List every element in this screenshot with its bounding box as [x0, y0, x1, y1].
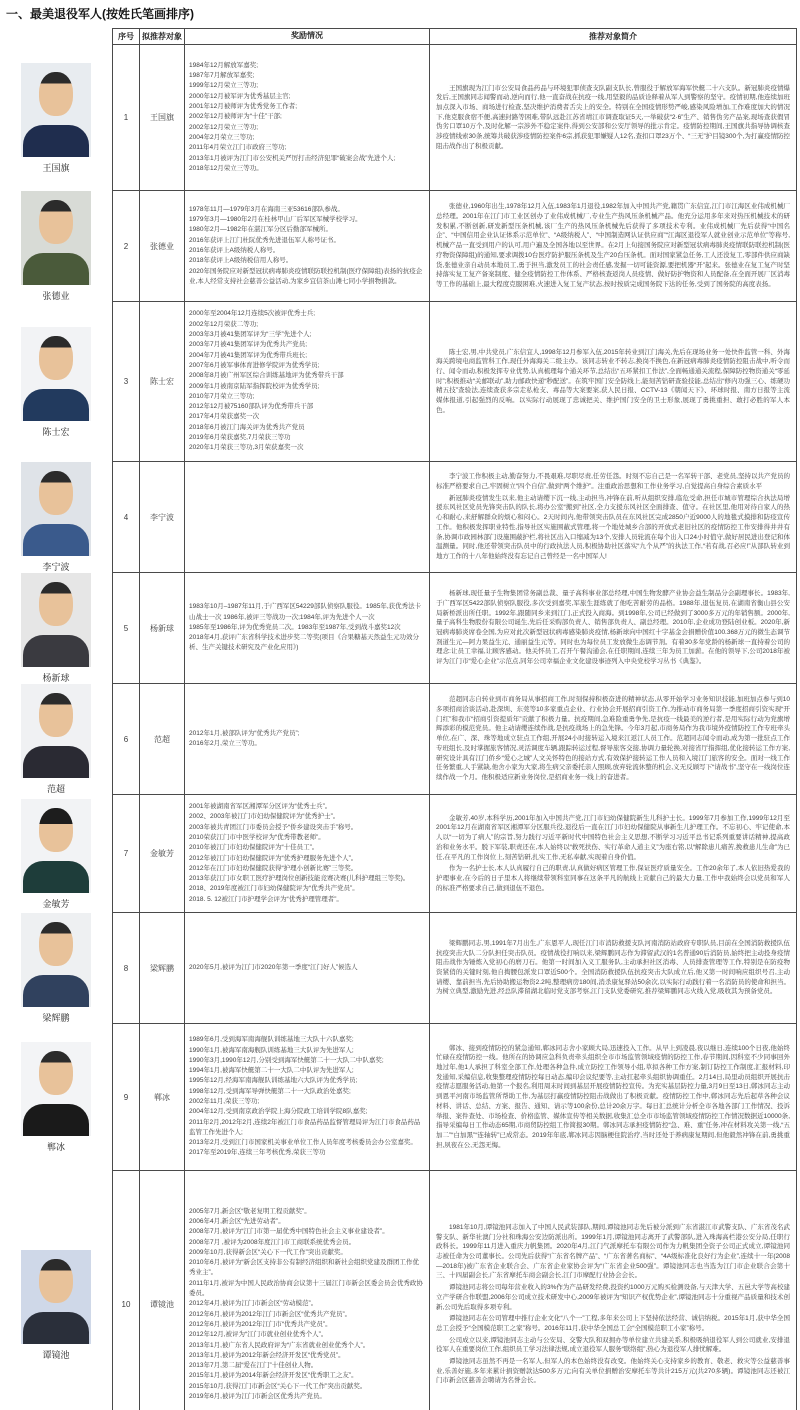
photo-caption: 金敏芳 [42, 898, 70, 909]
award-line: 1980年2月—1982年在湛江军分区后勤部军械所。 [189, 226, 333, 234]
award-line: 2018年4月,获评广东省科学技术进步奖二等奖(项目《合果糖基天然益生元功效分析、生产关键技术研究及产业化应用》) [189, 634, 420, 652]
photo-torso [23, 635, 89, 667]
intro-cell [430, 462, 797, 573]
intro-paragraph: 金敏芳,40岁,本科学历,2001年加入中国共产党,江门市妇幼保健院新生儿科护士长。1999年7月参加工作,1999年12月至2001年12月在湖南省军区湘潭军分区服兵役,退役后一直在江门市妇幼保健院从事新生儿护理工作。不忘初心、牢记使命,本人以“一切为了病人”的宗旨,努力践行习近平新时代中国特色社会主义思想,不断学习习近平总书记系列重要讲话精神,提高政治和业务水平。脱下军装,职责还在,本人始终以“救死扶伤、实行革命人道主义”为座右铭,以“解除患儿痛苦,挽救患儿生命”为已任,在平凡的工作岗位上,刻苦钻研,扎实工作,无私奉献,实现着自身价值。 [436, 814, 790, 861]
photo-cell [0, 684, 112, 795]
award-line: 2000年至2004年12月连续5次被评优秀士兵; [189, 310, 316, 318]
award-line: 2018. 5. 12被江门市护理学会评为“优秀护理管理者”。 [189, 895, 343, 903]
photo-caption: 杨新球 [42, 673, 70, 683]
intro-cell [430, 1171, 797, 1410]
award-line: 2012年1月,被部队评为“优秀共产党员”; [189, 729, 300, 737]
award-line: 2002年12月荣立三等功; [189, 123, 258, 131]
award-line: 2004年2月荣立三等功; [189, 133, 255, 141]
row-number: 10 [112, 1171, 140, 1410]
intro-cell [430, 913, 797, 1024]
table-row [0, 913, 797, 1024]
award-line: 2011年2月,2012年2月,连续2年被江门市食品药品监督管理局评为江门市食品药品监管工作先进个人; [189, 1118, 421, 1136]
award-line: 2003年3月被41集团军评为“三学”先进个人; [189, 331, 312, 339]
award-line: 2015年10月,获得江门市新会区“关心下一代工作”突出贡献奖。 [189, 1382, 367, 1390]
intro-cell [430, 302, 797, 462]
award-line: 2017年至2019年,连续三年考核优秀,荣获三等功 [189, 1149, 326, 1157]
photo-torso [23, 253, 89, 285]
photo-torso [23, 746, 89, 778]
award-line: 2003年被共青团江门市委员会授予“侨乡建设突击手”称号。 [189, 823, 358, 831]
row-number: 7 [112, 795, 140, 913]
awards-cell [185, 45, 430, 191]
table-row [0, 573, 797, 684]
row-number: 8 [112, 913, 140, 1024]
photo-torso [23, 524, 89, 556]
candidate-photo [21, 1042, 91, 1136]
award-line: 2003年7月被41集团军评为优秀共产党员; [189, 341, 308, 349]
award-line: 2013年1月,被广东省人民政府评为“广东省就业创业优秀个人”。 [189, 1341, 370, 1349]
photo-gutter-header [0, 28, 112, 45]
award-line: 1998年12月,受到海军导弹快艇第二十一大队政治处嘉奖; [189, 1087, 351, 1095]
candidate-name: 谭镜池 [140, 1171, 185, 1410]
awards-cell [185, 573, 430, 684]
photo-face [39, 1051, 73, 1095]
candidate-photo [21, 462, 91, 556]
photo-torso [23, 1104, 89, 1136]
award-line: 2019年6月荣获嘉奖,7月荣获三等功 [189, 433, 291, 441]
award-line: 1999年12月荣立三等功; [189, 82, 258, 90]
award-line: 2012年在江门市妇幼保健院获得“护理小创新比赛”三等奖。 [189, 864, 358, 872]
photo-face [39, 1259, 73, 1303]
award-line: 1987年7月解放军嘉奖; [189, 72, 255, 80]
photo-torso [23, 861, 89, 893]
photo-face [39, 471, 73, 515]
photo-cell [0, 913, 112, 1024]
photo-cell [0, 795, 112, 913]
award-line: 2008年7月,被评为“江门市第一届优秀中国特色社会主义事业建设者”。 [189, 1228, 389, 1236]
photo-caption: 张德业 [42, 291, 70, 301]
award-line: 2013年1月被评为江门市公安机关严厉打击经济犯罪“破案会战”先进个人; [189, 154, 396, 162]
award-line: 2012年6月,被评为2012年江门市新会区“优秀共产党员”。 [189, 1310, 352, 1318]
award-line: 2011年4月荣立江门市政府三等功; [189, 144, 287, 152]
award-line: 2004年7月被41集团军评为优秀带兵班长; [189, 351, 308, 359]
candidate-photo [21, 913, 91, 1007]
award-line: 2010年6月,被评为“新会区支持非公有制经济组织和新社会组织党建及群团工作优秀业主”。 [189, 1259, 420, 1277]
row-number: 1 [112, 45, 140, 191]
photo-cell [0, 191, 112, 302]
awards-cell [185, 462, 430, 573]
candidate-name: 张德业 [140, 191, 185, 302]
photo-cell [0, 45, 112, 191]
award-line: 2004年12月,受到南京政治学院上海分院政工培训学院8队嘉奖; [189, 1108, 368, 1116]
table-body [0, 45, 797, 1410]
photo-torso [23, 389, 89, 421]
award-line: 2013年2月,受到江门市国家机关事业单位工作人员年度考核委员会办公室嘉奖。 [189, 1139, 417, 1147]
award-line: 2017年4月荣获嘉奖一次 [189, 413, 260, 421]
candidate-name: 范超 [140, 684, 185, 795]
intro-paragraph: 杨新球,现任量子生物集团常务副总裁、量子高科事业部总经理,中国生物发酵产业协会益生制品分会副理事长。1983年,于广西军区5422部队侦察队服役,多次受到嘉奖,军旅生涯练就了他吃苦耐劳的品格。1988年,退伍复员,在湖南省衡山县公安局新桥派出所任职。1992年,跟随同乡来到江门,正式投入商海。到1998年,公司已经做到了3000多万元的年销售额。2000年,量子高科生物股份有限公司诞生,先后任采购部负责人、销售部负责人、副总经理。2010年,企业成功登陆创业板。2020年,新冠病毒肺炎席卷全国,为应对此次新型冠状病毒感染肺炎疫情,杨新球向中国红十字基金会捐赠价值100.368万元的微生态调节剂道生元—阿力果益生元、通丽益生元等。同时也为每位员工发放微生态调节剂。有着30多年党龄的杨新球一直持着公司的理念:让员工幸福,让顾客感动。他关怀员工,召开午餐沟通会,在任职期间,连续三年为员工加薪。在他的领导下,公司2018年被评为江门市“爱心企业”示范点,同年公司幸福企业文化建设事迹列入中央党校学习丛书《典鉴》。 [436, 590, 790, 666]
award-line: 2010年7月荣立三等功; [189, 392, 255, 400]
candidate-photo [21, 684, 91, 778]
header-intro: 推荐对象简介 [430, 28, 797, 45]
award-line: 1990年1月,被海军南海舰队训练基地三大队评为先进军人; [189, 1046, 354, 1054]
awards-cell [185, 191, 430, 302]
award-line: 2012年6月,被评为2012年江门市“优秀共产党员”。 [189, 1320, 332, 1328]
award-line: 2012年被江门市妇幼保健院评为“优秀护理服务先进个人”。 [189, 854, 358, 862]
intro-cell [430, 795, 797, 913]
recommendation-table [0, 28, 797, 1410]
award-line: 1985年至1986年,评为优秀党员二次。1983年至1987年,受到战斗嘉奖12次 [189, 623, 401, 631]
table-row [0, 795, 797, 913]
award-line: 2006年4月,新会区“先进劳动者”。 [189, 1217, 285, 1225]
candidate-name: 梁辉鹏 [140, 913, 185, 1024]
header-candidate: 拟推荐对象 [140, 28, 185, 45]
table-header-row [0, 28, 797, 45]
award-line: 2008年8月被广州军区综合训练基地评为优秀带兵干部 [189, 372, 344, 380]
award-line: 2018年获评上A级纳税信用人称号。 [189, 257, 293, 265]
award-line: 2011年1月,被评为中国人民政治协商会议第十三届江门市新会区委会员会优秀政协委员。 [189, 1279, 423, 1298]
intro-cell [430, 45, 797, 191]
award-line: 2013年1月,被评为2012年新会经济开发区“优秀党员”。 [189, 1351, 345, 1359]
intro-paragraph: 范超同志自转业到市商务局从事招商工作,时刻保持积极奋进的精神状态,从零开始学习业务知识技能,加班加点参与到10多项招商洽谈活动,赴深圳、东莞等10多家重点企业、行业协会开展招商引资工作,为推动市商务局第一季度招商引资实现“开门红”和我市“招商引资提质年”贡献了积极力量。抗疫期间,急难险重勇争先,是抗疫一线最美的逆行者,是用实际行动为党旗增辉添彩的模范党员。他主动请缨连续作战,是抗疫战场上的急先锋。今年3月起,市商务局作为我市境外疫情防控工作专班牵头单位,在广、深、珠等地成立驻点工作组,开展24小时接转运入境来江返江人员工作。范超同志闻令而动,成为第一批驻点工作专班组长,及时掌握旅客情况,灵活调度车辆,跟踪转运过程,督导旅客交接,协调力量轮换,对接省厅指挥组,优化接转运工作方案,研究设计具有江门侨乡“爱心之城”人文关怀特色的接站方式,有效保护接转运工作人员和入境江门旅客的安全。面对一线工作任务繁重,人手紧缺,他舍小家为大家,将生病父亲委托亲人照顾,放弃轮流休整的机会,义无反顾写下“请战书”,坚守在一线岗位连续作战一个月。他积极适应新业务岗位,是招商业务一线上的奋进者。 [436, 696, 790, 781]
page-title: 一、最美退役军人(按姓氏笔画排序) [6, 7, 194, 21]
photo-caption: 郸冰 [46, 1142, 65, 1152]
award-line: 2018年12月荣立三等功。 [189, 164, 263, 172]
intro-cell [430, 684, 797, 795]
photo-face [39, 693, 73, 737]
table-row [0, 302, 797, 462]
intro-paragraph: 谭镜池同志在公司管理中推行企业文化“八个一”工程,多年来公司上下坚持依法经营、诚信纳税。2015年1月,获中华全国总工会授予“全国模范职工之家”称号。2016年11月,获中华全国总工会“全国模范职工小家”称号。 [436, 1315, 790, 1332]
photo-cell [0, 1171, 112, 1410]
candidate-photo [21, 573, 91, 667]
award-line: 1994年1月,被海军快艇第二十一大队二中队评为先进军人; [189, 1067, 354, 1075]
award-line: 2010荣获江门市中医学校评为“优秀带教老师”。 [189, 833, 325, 841]
candidate-name: 李宁波 [140, 462, 185, 573]
award-line: 2000年12月被军评为优秀基层主官; [189, 92, 291, 100]
table-row [0, 684, 797, 795]
photo-face [39, 200, 73, 244]
candidate-photo [21, 799, 91, 893]
award-line: 2013年获江门市女职工医疗护理岗位创新技能竞赛决赛(儿科护理组三等奖)。 [189, 875, 410, 883]
photo-torso [23, 1312, 89, 1344]
award-line: 2020年5月,被评为江门市2020年第一季度“江门好人”候选人 [189, 963, 358, 971]
row-number: 4 [112, 462, 140, 573]
candidate-photo [21, 191, 91, 285]
intro-paragraph: 新冠肺炎疫情发生以来,他主动请缨下沉一线,主动担当,冲锋在前,听从组织安排,临危受命,担任市城市管理综合执法局增援东风社区党员先锋突击队的队长,将办公室“搬到”社区,全力支援东风社区全面排查、值守。在社区里,他用对待自家人的热心和耐心,来舒解群众的烦心和闷心。2天时间内,他带领突击队员在东风社区完成2850户近9000人的地毯式摸排和防疫宣传工作。他积极发挥职业特性,指导社区实施围蔽式管理,将一个地处城乡合部的开放式老旧社区的疫情防控工作安排得井井有条,协调市政园林部门设施围蔽护栏,将社区出入口缩减为13个,安排人员轮流在每个出入口24小时值守,做好居民进出登记和体温测量。同时,他还带领突击队员中的行政执法人员,积极协助社区落实“九个从严”的执法工作,“若有战,召必应!”从部队转业到地方工作的十八年他始终没有忘记自己曾经是一名中国军人! [436, 494, 790, 560]
intro-cell [430, 191, 797, 302]
intro-paragraph: 谭镜池同志虽然不再是一名军人,但军人的本色始终没有改变。他始终关心支持家乡的教育、敬老、救灾等公益慈善事业,乐善好施,多年来累计捐资赠款达500多万元;向有关单位捐赠治安摩托车等共计215万元(共270多辆)。谭镜池同志还被江门市新会区慈善会聘请为名誉会长。 [436, 1358, 790, 1385]
row-number: 3 [112, 302, 140, 462]
intro-paragraph: 张德业,1960年出生,1978年12月入伍,1983年1月退役,1982年加入中国共产党,籍贯广东信宜,江门市江海区业伟成机械厂总经理。2001年在江门市工业区创办了业伟成机械厂,专业生产热风压条机械产品。他充分运用多年来对热压机械技术的研发积累,不断创新,研发新型压条机械,该厂生产的热风压条机械先后获得了多项技术专利。业伟成机械厂先后获得“中国名企”、“中国信用企业认证体系示范单位”、“A级纳税人”、“中国制造网认证供应商”“江海区退役军人就业创业示范单位”等称号,机械产品一直受到用户的认可,用户遍及全国各地以至世界。在2月上旬接国务院应对新型冠状病毒肺炎疫情联防联控机制(医疗物资保障组)的通知,要求调拨10台医疗防护服压条机及生产20台压条机。面对国家紧急任务,工人还没复工,零部件供应商缺货,张德业亲自动员本地员工,勇于担当,激发员工的社会责任感,发掘一切可能资源,要把机器“开”起来。张德业在复工复产时坚持落实复工复产备案制度、健全疫情防控工作体系、严格核查返岗人员疫情、做好防护物资和人员配备,在全面开展厂区消毒等工作的基础上,最大程度克服困难,火速进入复工复产状态,按时按质完成国务院下达的任务,受到了国务院的高度表扬。 [436, 203, 790, 288]
award-line: 1978年11月—1979年3月在海南三亚53616部队参战。 [189, 205, 344, 213]
intro-paragraph: 1981年10月,谭镜池同志加入了中国人民武装部队,期间,谭镜池同志先后被分派到广东省湛江市武警支队、广东省茂名武警支队、新华社澳门分社和珠海公安边防派出所。1999年1月,谭镜池同志离开了武警部队,进入珠海高栏港公安分局,任职行政科长。1999年11月进入重庆力帆集团。2020年4月,江门气派摩托车有限公司作为力帆集团全资子公司正式成立,谭镜池同志被任命为公司董事长。公司先后获得“广东省名牌产品”、“广东省著名商标”、“4A级标准化良好行为企业”,连续十一年(2008—2018年)被广东省企业联合会、广东省企业家协会评为“广东省企业500强”。谭镜池同志也当选为江门市企业联合会第十三、十四届副会长,广东省摩托车商会副会长,江门市摩配行业协会会长。 [436, 1223, 790, 1280]
intro-paragraph: 陈士宏,男,中共党员,广东信宜人,1998年12月参军入伍,2015年转业到江门海关,先后在现场业务一处快件监管一科、外海海关跨境电商监管科工作,现任外海海关二级主办。该同志转业不转志,换岗不换色,在新冠病毒肺炎疫情防控阻击战中,听令而行、闻令而动,积极发挥专业优势,认真梳理每个通关环节,总结出“五环紧扣工作法”,全面畅通通关流程,保障防控物资通关“零延时”;积极推动“关邮联动”,助力邮政快递“秒配送”。在筑牢国门安全防线上,能刻苦钻研查验技能,总结出“修内功强三心、练硬功精五技”查验法,连续查获多宗走私枪支、毒品等大案要案,获人民日报、CCTV-13《朝闻天下》、环球时报、南方日报等主流媒体报道,引起强烈的反响。以实际行动展现了忠诚把关、维护国门安全的卫士形象,展现了勇挑重担、敢打必胜的军人本色。 [436, 348, 790, 414]
award-line: 2018、2019年度被江门市妇幼保健院评为“优秀共产党员”。 [189, 885, 359, 893]
award-line: 2015年1月,被评为2014年新会经济开发区“优秀职工之友”。 [189, 1372, 358, 1380]
award-line: 1995年12月,经海军南海舰队训练基地六大队评为优秀学员; [189, 1077, 358, 1085]
award-line: 2005年7月,新会区“敬老复明工程贡献奖”。 [189, 1207, 311, 1215]
row-number: 6 [112, 684, 140, 795]
award-line: 2002年12月被师评为“十佳”干部; [189, 113, 282, 121]
photo-cell [0, 573, 112, 684]
header-awards: 奖励情况 [185, 28, 430, 45]
award-line: 2018年6月被江门海关评为优秀共产党员 [189, 423, 305, 431]
photo-caption: 谭镜池 [42, 1349, 70, 1360]
candidate-name: 陈士宏 [140, 302, 185, 462]
photo-torso [23, 125, 89, 157]
intro-cell [430, 1024, 797, 1171]
award-line: 2016年获评上江门杜阮优秀先进退伍军人称号证书。 [189, 236, 340, 244]
award-line: 2001年被湖南省军区湘潭军分区评为“优秀士兵”。 [189, 803, 332, 811]
award-line: 2009年1月被南京陆军指挥院校评为优秀学员; [189, 382, 320, 390]
photo-caption: 范超 [46, 784, 65, 794]
award-line: 2009年10月,获得新会区“关心下一代工作”突出贡献奖。 [189, 1248, 347, 1256]
candidate-photo [21, 327, 91, 421]
award-line: 2019年6月,被评为江门市新会区优秀共产党员。 [189, 1393, 326, 1401]
table-row [0, 462, 797, 573]
award-line: 1979年3月—1980年2月在桂林甲山厂后军区军械学校学习。 [189, 216, 362, 224]
award-line: 2016年获评上A级纳税人称号。 [189, 247, 280, 254]
awards-cell [185, 1171, 430, 1410]
photo-cell [0, 302, 112, 462]
table-row [0, 1171, 797, 1410]
awards-cell [185, 795, 430, 913]
award-line: 2002、2003年被江门市妇幼保健院评为“优秀护士”。 [189, 813, 340, 821]
intro-paragraph: 作为一名护士长,本人认真履行自己的职责,认真做好病区管理工作,保证医疗质量安全。工作20余年了,本人依旧热爱我的护理事业,在今后的日子里本人将继续带领科室同事在这条平凡的航线上贡献自己的最大力量,工作中我始终会以党员和军人的标准严格要求自己,做到退伍不退色。 [436, 865, 790, 892]
intro-paragraph: 李宁波工作积极主动,勤奋努力,不畏艰难,尽职尽责,任劳任怨。时刻不忘自己是一名军转干部、老党员,坚持以共产党员的标准严格要求自己,牢固树立“四个自信”,做到“两个维护”。注重政治思想和工作业务学习,自觉提高自身综合素质水平 [436, 473, 790, 491]
row-number: 2 [112, 191, 140, 302]
header-no: 序号 [112, 28, 140, 45]
award-line: 2020年1月荣获三等功,3月荣获嘉奖一次 [189, 444, 304, 452]
row-number: 9 [112, 1024, 140, 1171]
table-row [0, 45, 797, 191]
candidate-name: 郸冰 [140, 1024, 185, 1171]
table-row [0, 191, 797, 302]
row-number: 5 [112, 573, 140, 684]
photo-caption: 李宁波 [42, 562, 70, 572]
award-line: 2013年7月,第二届“爱在江门”十佳创业人物。 [189, 1362, 318, 1370]
photo-face [39, 808, 73, 852]
award-line: 1989年6月,受到海军南海舰队训练基地三大队十六队嘉奖; [189, 1036, 354, 1044]
award-line: 1983年10月–1987年11月,于广西军区54229部队侦察队服役。1985年,获优秀法卡山战士一次 1986年,被评三等战功一次;1984年,评为先进个人一次 [189, 603, 422, 621]
intro-paragraph: 梁辉鹏同志,男,1991年7月出生,广东恩平人,现任江门市消防救援支队河南消防站政府专职队员,目前在全国消防救援队伍抗疫突击大队二分队担任突击队员。疫情战役打响以来,梁辉鹏同志作为滞留武汉的1名普通90后消防员,始终把主动投身疫情阻击战作为锤炼入党初心的磨刀石。他第一时间加入义工服务队,主动承担社区消毒、人员排查管理等工作,特别是在防疫物资紧俏的关键时刻,他自掏腰包派发口罩近500个。全国消防救援队伍抗疫突击大队成立后,他又第一时间响应组织号召,主动请缨、靠前担当,先后协助搬运物资2.2吨,整理病房180间,消杀康复驿站50余次,以实际行动践行着一名消防员的使命和担当。为树立典型,激励先进,经总队滞留湖北临时党支部考察,江门支队党委研究,推荐梁辉鹏同志火线入党,吸收其为预备党员。 [436, 939, 790, 996]
award-line: 2012年4月,被评为江门市新会区“劳动模范”。 [189, 1300, 318, 1308]
table-row [0, 1024, 797, 1171]
intro-paragraph: 王国旗现为江门市公安局食品药品与环境犯罪侦查支队副支队长,曾服役于解放军海军快艇二十六支队。新冠肺炎疫情爆发后,王国旗同志闻警而动,逆向而行,他一直奋战在抗疫一线,用坚毅的品质诠释着从军人到警察的坚守。疫情初期,他连续加班加点深入市场、商场进行检查,坚决维护消费者舌尖上的安全。特别在全国疫情形势严峻,感染风险增加,工作难度加大的情况下,他克服食宿不便,高速封路等困难,带队远赴江苏省靖江市调查取证5天,一举破获“2·6”生产、销售伪劣产品案,现场查获假冒伪劣口罩10万个,及时化解一宗涉外不稳定案件,得到公安部和公安厅领导的批示肯定。疫情防控期间,王国旗共指导协调核查涉疫情线索30条,统筹共破获涉疫情防控案件6宗,抓获犯罪嫌疑人12名,查扣口罩23万个、“三无”护目镜300个,为打赢疫情防控阻击战作出了积极贡献。 [436, 84, 790, 150]
photo-caption: 梁辉鹏 [42, 1013, 70, 1023]
award-line: 2016年2月,荣立三等功。 [189, 740, 261, 747]
candidate-photo [21, 63, 91, 157]
award-line: 2010年被江门市妇幼保健院评为“十佳员工”。 [189, 844, 319, 852]
intro-cell [430, 573, 797, 684]
award-line: 2012年12月被75160部队评为优秀带兵干部 [189, 403, 314, 411]
photo-torso [23, 975, 89, 1007]
photo-face [39, 336, 73, 380]
photo-face [39, 922, 73, 966]
award-line: 2020年国务院应对新型冠状病毒肺炎疫情联防联控机制(医疗保障组)表扬的抗疫企业,本人经常支持社会慈善公益活动,为家乡宜信茶山滩七同小学捐物捐款。 [189, 267, 423, 285]
candidate-photo [21, 1250, 91, 1344]
intro-paragraph: 郸冰、接到疫情防控的紧急通知,郸冰同志舍小家顾大局,迅速投入工作。从早上到凌晨,夜以继日,连续100个日夜,他始终忙碌在疫情防控一线。他所在的协调应急科负责牵头组织全市市场监管领域疫情的防控工作,春节期间,因科室不少同事回外地过年,他1人承担了科室全部工作,处理各种急件,成立防控工作领导小组,草拟各种工作方案,制订防控工作制度,汇报材料,印发通知,采编信息,收集整理疫情防控每日动态,编印会议纪要等,主动扛起牵头组织协调重任。2月14日,局里动员组织开展抗击疫情志愿服务活动,他第一个报名,利用周末时间到基层开展疫情防控宣传。为充实基层防控力量,3月9日至13日,郸冰同志主动到恩平河南市场监管所帮助工作,为基层打赢疫情防控阻击战做出了积极贡献。疫情防控工作中,郸冰同志先后起草各种会议材料、讲话、总结、方案、报告、通知、请示等100余份,总计20余万字。每日汇总统计分析全市各地各部门工作情况、投诉举报、案件查处、市场检查、价格监管、媒体宣传等相关数据,收集汇总全市市场监管领域疫情防控工作情况数据近10000条,指导采编每日工作动态65期,市商贸防控组工作简报30期。郸冰同志承担疫情防控“急、难、重”任务,冲在材料攻关第一线,“五加二”“白加黑”“连轴转”已成常态。2019年年底,郸冰同志因脑梗住院治疗,当时还处于养病康复期间,但他毅然冲锋在前,勇挑重担,夙夜在公,无怨无悔。 [436, 1044, 790, 1149]
intro-paragraph: 公司成立以来,谭镜池同志主动与公安局、交警大队和双拥办等单位建立共建关系,积极吸纳退役军人到公司就业,安排退役军人在重要岗位工作,组织员工学习法律法规,成立退役军人服务“联络组”,热心为退役军人排忧解难。 [436, 1336, 790, 1354]
awards-cell [185, 913, 430, 1024]
candidate-name: 王国旗 [140, 45, 185, 191]
intro-paragraph: 谭镜池同志将公司每年营业收入的3%作为产品研发经费,投资约1000万元购买检测设备,与天津大学、五邑大学等高校建立产学研合作联盟,2006年公司成立技术研发中心,2009年被评为“知识产权优势企业”,谭镜池同志十分重视产品质量和技术创新,公司先后取得多项专利。 [436, 1284, 790, 1311]
photo-face [39, 582, 73, 626]
photo-cell [0, 1024, 112, 1171]
photo-caption: 王国旗 [42, 162, 70, 173]
award-line: 1984年12月解放军嘉奖; [189, 61, 258, 69]
candidate-name: 金敏芳 [140, 795, 185, 913]
award-line: 2001年12月被师评为优秀党务工作者; [189, 103, 297, 111]
photo-caption: 陈士宏 [42, 426, 70, 437]
award-line: 2008年7月 ,被评为2008年度江门市工商联系统优秀会员。 [189, 1238, 356, 1246]
award-line: 2002年11月,荣获三等功; [189, 1098, 260, 1105]
awards-cell [185, 684, 430, 795]
award-line: 2012年12月,被评为“江门市就业创业优秀个人”。 [189, 1331, 328, 1339]
candidate-name: 杨新球 [140, 573, 185, 684]
award-line: 2002年12月荣获二等功; [189, 320, 258, 328]
photo-face [39, 72, 73, 116]
awards-cell [185, 302, 430, 462]
award-line: 1990年3月,1990年12月,分别受到海军快艇第二十一大队二中队嘉奖; [189, 1056, 384, 1064]
photo-cell [0, 462, 112, 573]
award-line: 2007年6月被军事体育进修学院评为优秀学员; [189, 361, 320, 369]
awards-cell [185, 1024, 430, 1171]
